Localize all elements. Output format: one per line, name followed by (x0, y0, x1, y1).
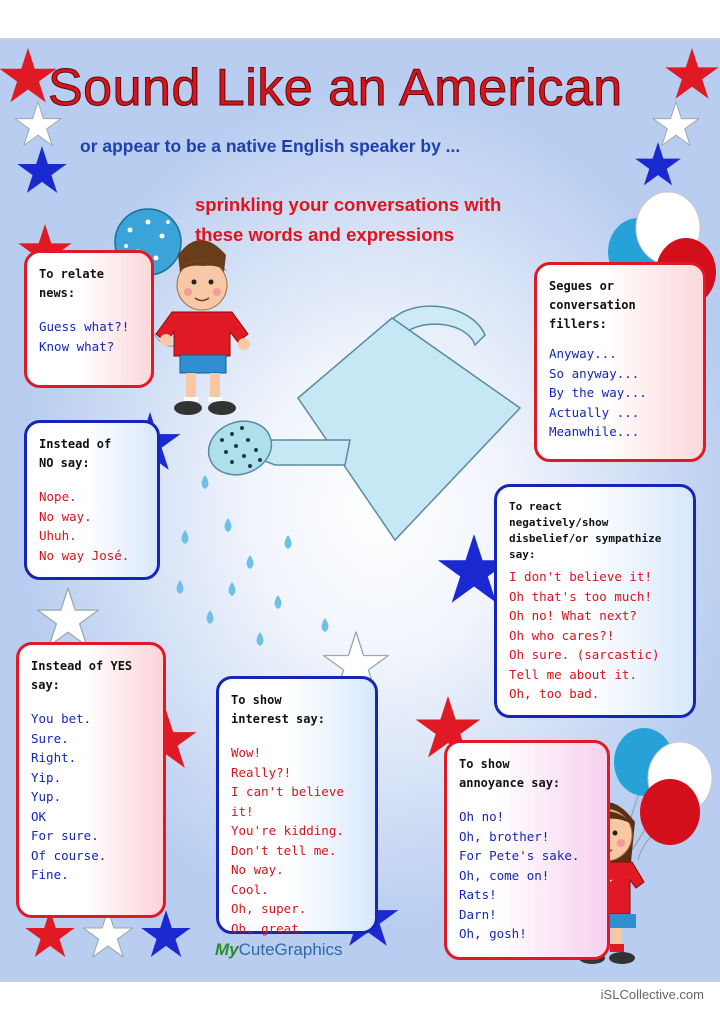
box-items (459, 807, 595, 944)
list-item: Don't tell me. (231, 842, 337, 858)
box-heading (231, 691, 363, 729)
box-segues (534, 262, 706, 462)
list-item: Oh, great. (231, 920, 307, 936)
list-item: Actually ... (549, 404, 640, 420)
box-heading (39, 435, 145, 473)
heading-line: interest say: (231, 712, 325, 726)
list-item: By the way... (549, 385, 647, 400)
heading-line: To show (231, 693, 282, 707)
heading-line: annoyance say: (459, 776, 561, 790)
list-item: Oh, brother! (459, 828, 550, 844)
water-drops-icon (177, 475, 329, 646)
bottom-divider (0, 980, 720, 982)
heading-line: say: (31, 678, 60, 692)
heading-line: say: (509, 548, 536, 561)
list-item: Oh that's too much! (509, 588, 652, 604)
heading-line: conversation (549, 298, 636, 312)
list-item: Oh no! (459, 809, 505, 824)
tagline-line: these words and expressions (195, 224, 455, 245)
list-item: Know what? (39, 338, 115, 354)
list-item: Oh sure. (sarcastic) (509, 647, 660, 662)
list-item: I don't believe it! (509, 569, 652, 584)
list-item: Rats! (459, 887, 497, 902)
box-heading (459, 755, 595, 793)
list-item: No way José. (39, 547, 130, 563)
list-item: Yup. (31, 789, 62, 804)
list-item: Oh, super. (231, 901, 307, 916)
list-item: Cool. (231, 881, 269, 897)
list-item: I can't believe it! (231, 784, 344, 819)
box-instead-of-yes (16, 642, 166, 918)
tagline-line: sprinkling your conversations with (195, 194, 502, 215)
list-item: No way. (231, 862, 284, 877)
box-instead-of-no (24, 420, 160, 580)
box-heading (31, 657, 151, 695)
list-item: Oh, too bad. (509, 686, 600, 701)
list-item: So anyway... (549, 365, 640, 381)
list-item: Darn! (459, 906, 497, 922)
heading-line: To show (459, 757, 510, 771)
heading-line: Instead of (39, 437, 112, 451)
heading-line: To relate (39, 267, 105, 281)
list-item: Wow! (231, 745, 262, 760)
heading-line: To react (509, 500, 562, 513)
box-heading (39, 265, 139, 303)
box-show-interest (216, 676, 378, 934)
list-item: You bet. (31, 711, 92, 726)
list-item: Meanwhile... (549, 424, 640, 439)
footer-site: iSLCollective.com (600, 987, 704, 1002)
list-item: Really?! (231, 764, 292, 780)
list-item: Of course. (31, 847, 107, 863)
list-item: Fine. (31, 867, 69, 882)
watermark-my: My (215, 940, 239, 959)
list-item: For Pete's sake. (459, 848, 580, 863)
box-items (31, 709, 151, 885)
box-relate-news (24, 250, 154, 388)
list-item: Oh no! What next? (509, 608, 637, 623)
box-react (494, 484, 696, 718)
list-item: Oh, come on! (459, 867, 550, 883)
heading-line: disbelief/or sympathize (509, 532, 662, 545)
watermark-logo (215, 940, 343, 960)
list-item: Guess what?! (39, 319, 130, 334)
list-item: Right. (31, 750, 77, 765)
box-show-annoyance (444, 740, 610, 960)
list-item: Tell me about it. (509, 666, 637, 682)
list-item: Uhuh. (39, 528, 77, 543)
list-item: For sure. (31, 828, 99, 843)
box-heading (549, 277, 691, 334)
heading-line: news: (39, 286, 76, 300)
box-items (39, 487, 145, 565)
list-item: Sure. (31, 730, 69, 746)
heading-line: fillers: (549, 317, 607, 331)
heading-line: negatively/show (509, 516, 609, 529)
list-item: Oh, gosh! (459, 926, 527, 941)
list-item: OK (31, 808, 47, 824)
list-item: Nope. (39, 489, 77, 504)
list-item: Yip. (31, 769, 62, 785)
heading-line: NO say: (39, 456, 90, 470)
heading-line: Segues or (549, 279, 615, 293)
box-items (39, 317, 139, 356)
list-item: Oh who cares?! (509, 627, 615, 643)
tagline (195, 190, 501, 250)
box-heading (509, 499, 681, 563)
page-subtitle: or appear to be a native English speaker by ... (80, 136, 461, 156)
list-item: Anyway... (549, 346, 617, 361)
box-items (549, 344, 691, 442)
list-item: You're kidding. (231, 823, 344, 838)
page-title: Sound Like an American (48, 59, 623, 117)
box-items (231, 743, 363, 938)
heading-line: Instead of YES (31, 659, 133, 673)
box-items (509, 567, 681, 704)
list-item: No way. (39, 508, 92, 524)
watermark-rest: CuteGraphics (238, 940, 343, 959)
